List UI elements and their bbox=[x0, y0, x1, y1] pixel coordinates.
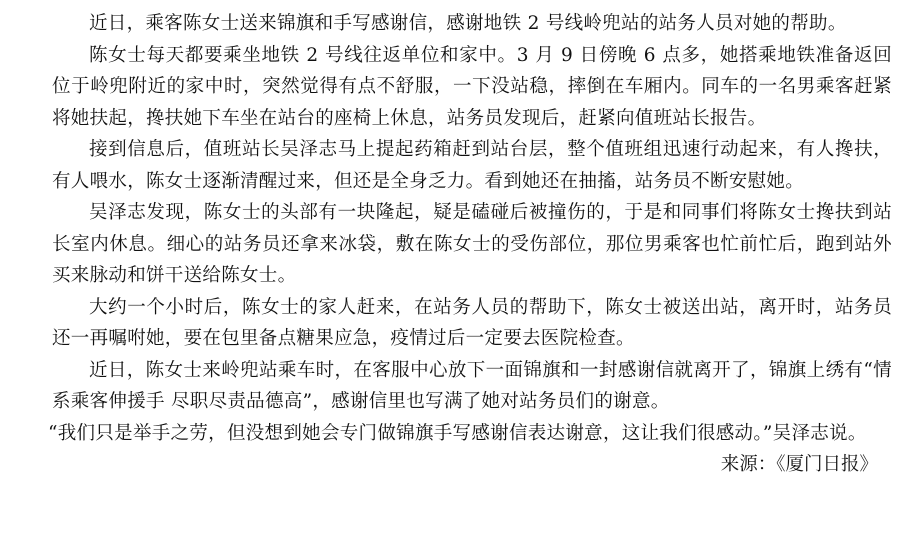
paragraph-incident: 陈女士每天都要乘坐地铁 2 号线往返单位和家中。3 月 9 日傍晚 6 点多，她搭乘地铁准备返回位于岭兜附近的家中时，突然觉得有点不舒服，一下没站稳，摔倒在车厢内。同车的一名男乘客赶紧将她扶起，搀扶她下车坐在站台的座椅上休息，站务员发现后，赶紧向值班站长报告。 bbox=[52, 44, 892, 129]
paragraph-care: 吴泽志发现，陈女士的头部有一块隆起，疑是磕碰后被撞伤的，于是和同事们将陈女士搀扶到站长室内休息。细心的站务员还拿来冰袋，敷在陈女士的受伤部位，那位男乘客也忙前忙后，跑到站外买来脉动和饼干送给陈女士。 bbox=[52, 202, 892, 286]
article-body bbox=[48, 8, 892, 481]
paragraph-family: 大约一个小时后，陈女士的家人赶来，在站务人员的帮助下，陈女士被送出站，离开时，站务员还一再嘱咐她，要在包里备点糖果应急，疫情过后一定要去医院检查。 bbox=[52, 296, 892, 349]
paragraph-intro: 近日，乘客陈女士送来锦旗和手写感谢信，感谢地铁 2 号线岭兜站的站务人员对她的帮助。 bbox=[89, 13, 847, 34]
source-credit: 来源：《厦门日报》 bbox=[720, 454, 878, 475]
paragraph-response: 接到信息后，值班站长吴泽志马上提起药箱赶到站台层，整个值班组迅速行动起来，有人搀扶，有人喂水，陈女士逐渐清醒过来，但还是全身乏力。看到她还在抽搐，站务员不断安慰她。 bbox=[52, 139, 892, 192]
paragraph-quote: “我们只是举手之劳，但没想到她会专门做锦旗手写感谢信表达谢意，这让我们很感动。”吴泽志说。 bbox=[48, 422, 867, 444]
paragraph-banner: 近日，陈女士来岭兜站乘车时，在客服中心放下一面锦旗和一封感谢信就离开了，锦旗上绣有“情系乘客伸援手 尽职尽责品德高”，感谢信里也写满了她对站务员们的谢意。 bbox=[52, 359, 892, 412]
